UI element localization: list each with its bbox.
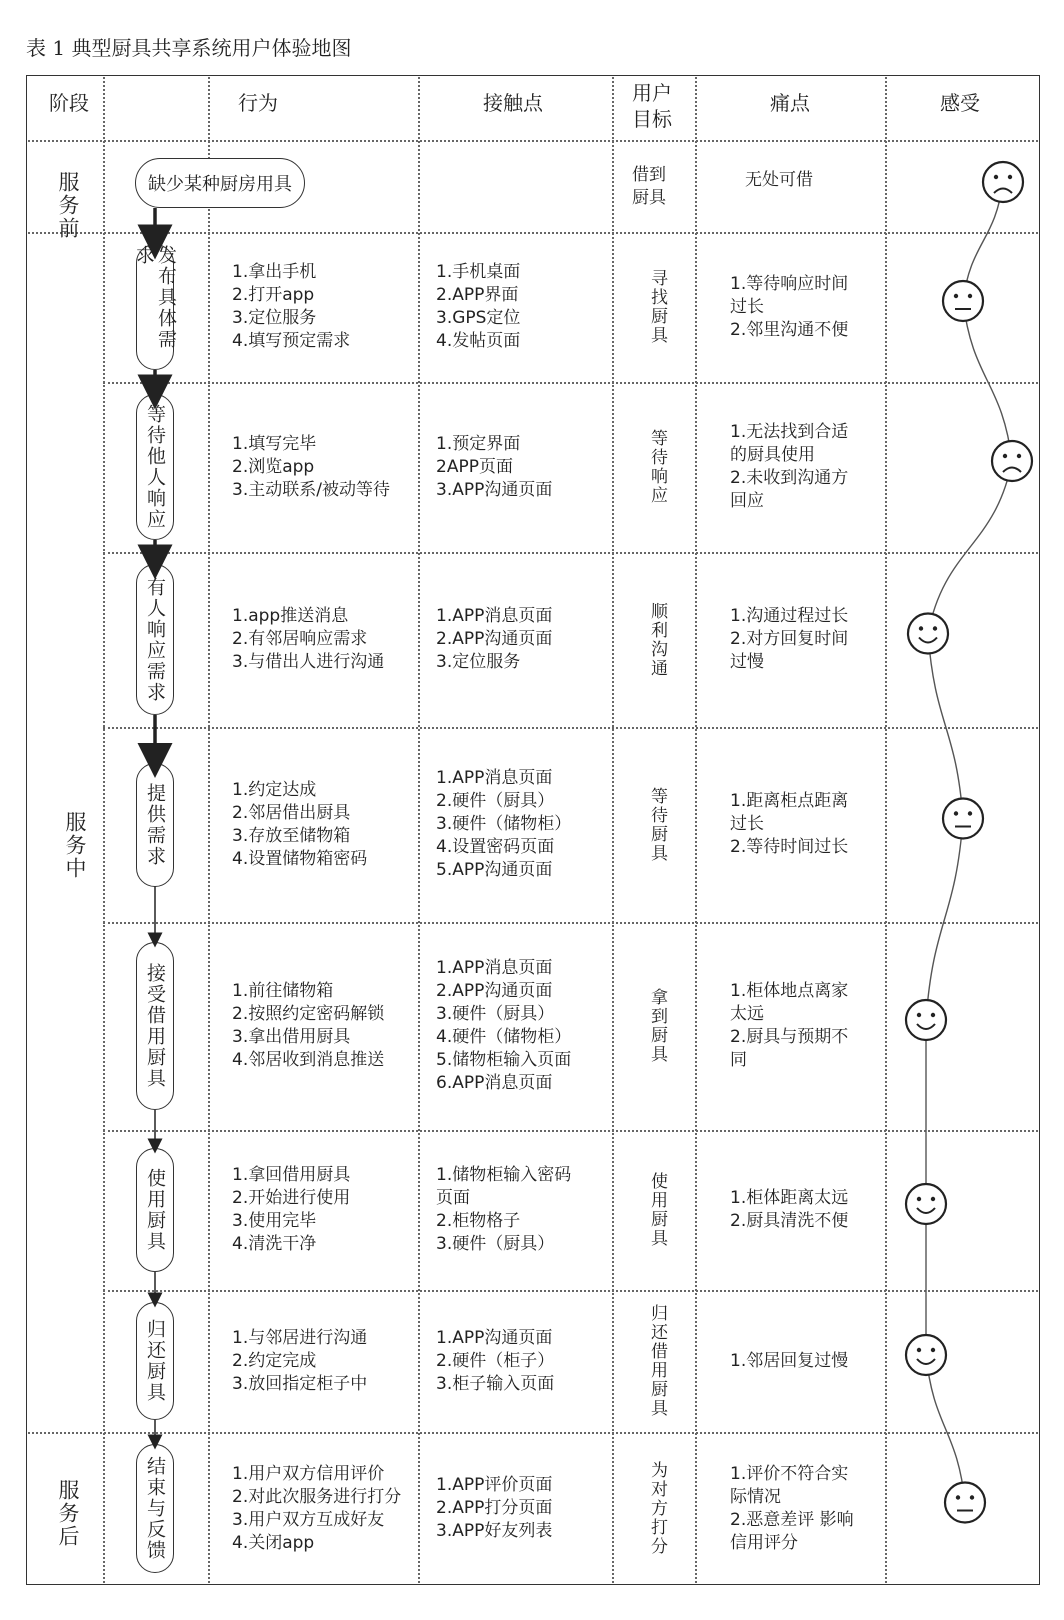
behavior-item: 1.约定达成 — [232, 779, 317, 800]
face-eye-right — [1017, 454, 1021, 458]
face-eye-left — [954, 294, 958, 298]
behavior-item: 2.浏览app — [232, 456, 315, 477]
table-caption: 表 1 典型厨具共享系统用户体验地图 — [26, 36, 352, 60]
touchpoint-item: 6.APP消息页面 — [436, 1073, 553, 1093]
happy-face-icon — [906, 1000, 946, 1040]
pain-item: 2.等待时间过长 — [730, 837, 849, 857]
happy-face-icon — [906, 1335, 946, 1375]
touchpoint-item: 3.硬件（厨具） — [436, 1004, 555, 1024]
pain-item: 2.未收到沟通方 — [730, 468, 849, 488]
header-behavior: 行为 — [238, 91, 278, 115]
pain-item: 过长 — [730, 814, 764, 834]
face-eye-right — [931, 1013, 935, 1017]
touchpoint-item: 2.硬件（厨具） — [436, 791, 555, 811]
face-outline — [906, 1000, 946, 1040]
goal-cell: 归还借用厨具 — [647, 1304, 667, 1418]
behavior-item: 1.填写完毕 — [232, 433, 317, 454]
behavior-item: 1.用户双方信用评价 — [232, 1463, 385, 1484]
touchpoint-item: 1.预定界面 — [436, 433, 521, 454]
pain-item: 2.邻里沟通不便 — [730, 319, 849, 340]
flow-step-label: 结束与反馈 — [144, 1456, 166, 1561]
face-outline — [906, 1184, 946, 1224]
face-eye-left — [919, 626, 923, 630]
face-outline — [983, 162, 1023, 202]
behavior-item: 1.拿出手机 — [232, 262, 317, 282]
behavior-item: 1.与邻居进行沟通 — [232, 1327, 368, 1348]
face-eye-left — [954, 811, 958, 815]
face-eye-left — [917, 1013, 921, 1017]
pain-item: 过长 — [730, 296, 764, 317]
pain-item: 无处可借 — [745, 169, 813, 190]
face-eye-left — [1003, 454, 1007, 458]
header-pain: 痛点 — [770, 91, 810, 115]
pain-item: 的厨具使用 — [730, 445, 815, 465]
neutral-face-icon — [945, 1483, 985, 1523]
behavior-item: 3.放回指定柜子中 — [232, 1373, 368, 1394]
behavior-item: 2.有邻居响应需求 — [232, 629, 368, 649]
face-outline — [943, 799, 983, 839]
touchpoint-item: 3.GPS定位 — [436, 308, 521, 328]
touchpoint-item: 页面 — [436, 1188, 470, 1208]
face-outline — [906, 1335, 946, 1375]
happy-face-icon — [908, 614, 948, 654]
behavior-item: 3.拿出借用厨具 — [232, 1027, 351, 1047]
touchpoint-item: 4.发帖页面 — [436, 331, 521, 351]
sad-face-icon — [992, 441, 1032, 481]
touchpoint-item: 3.定位服务 — [436, 652, 521, 672]
pain-item: 1.柜体距离太远 — [730, 1188, 849, 1208]
pain-item: 2.恶意差评 影响 — [730, 1509, 854, 1530]
emotion-curve — [926, 182, 1012, 1503]
behavior-item: 3.使用完毕 — [232, 1211, 317, 1231]
touchpoint-item: 1.储物柜输入密码 — [436, 1165, 572, 1185]
pain-item: 太远 — [730, 1004, 764, 1024]
neutral-face-icon — [943, 281, 983, 321]
sad-face-icon — [983, 162, 1023, 202]
face-eye-left — [917, 1197, 921, 1201]
goal-cell: 拿到厨具 — [647, 988, 667, 1064]
touchpoint-item: 3.APP沟通页面 — [436, 479, 553, 500]
header-touchpoint: 接触点 — [483, 91, 543, 115]
face-eye-right — [970, 1495, 974, 1499]
header-feeling: 感受 — [940, 91, 980, 115]
pain-item: 同 — [730, 1050, 747, 1070]
goal-cell: 寻找厨具 — [647, 269, 667, 345]
pain-item: 回应 — [730, 491, 764, 511]
behavior-item: 4.设置储物箱密码 — [232, 848, 368, 869]
goal-cell: 顺利沟通 — [647, 601, 667, 678]
touchpoint-item: 3.柜子输入页面 — [436, 1373, 555, 1394]
stage-after: 服务后 — [56, 1478, 80, 1548]
pain-item: 过慢 — [730, 652, 764, 672]
stage-before: 服务前 — [56, 170, 80, 240]
behavior-item: 4.填写预定需求 — [232, 331, 351, 351]
touchpoint-item: 1.APP消息页面 — [436, 768, 553, 788]
face-eye-right — [968, 294, 972, 298]
pain-item: 1.柜体地点离家 — [730, 981, 849, 1001]
touchpoint-item: 2.APP界面 — [436, 285, 519, 305]
flow-step-label: 提供需求 — [144, 782, 166, 867]
pain-item: 1.距离柜点距离 — [730, 791, 849, 811]
behavior-item: 1.拿回借用厨具 — [232, 1165, 351, 1185]
behavior-item: 3.主动联系/被动等待 — [232, 479, 390, 500]
behavior-item: 4.关闭app — [232, 1532, 315, 1553]
pain-item: 2.厨具清洗不便 — [730, 1211, 849, 1231]
face-eye-left — [917, 1348, 921, 1352]
touchpoint-item: 3.硬件（储物柜） — [436, 814, 572, 834]
flow-step-label: 有人响应需求 — [144, 576, 166, 703]
touchpoint-item: 2.APP打分页面 — [436, 1498, 553, 1518]
goal-cell: 使用厨具 — [647, 1172, 667, 1248]
face-outline — [945, 1483, 985, 1523]
behavior-item: 2.邻居借出厨具 — [232, 802, 351, 823]
touchpoint-item: 1.APP沟通页面 — [436, 1327, 553, 1348]
goal-cell: 等待响应 — [647, 429, 667, 505]
touchpoint-item: 1.APP消息页面 — [436, 606, 553, 626]
goal-cell: 借到 厨具 — [632, 165, 666, 208]
behavior-item: 3.用户双方互成好友 — [232, 1509, 385, 1530]
face-outline — [992, 441, 1032, 481]
behavior-item: 1.app推送消息 — [232, 606, 349, 626]
face-eye-right — [933, 626, 937, 630]
touchpoint-item: 1.手机桌面 — [436, 262, 521, 282]
neutral-face-icon — [943, 799, 983, 839]
behavior-item: 3.存放至储物箱 — [232, 825, 351, 846]
pain-item: 1.等待响应时间 — [730, 273, 849, 294]
pain-item: 际情况 — [730, 1486, 781, 1507]
touchpoint-item: 3.硬件（厨具） — [436, 1234, 555, 1254]
behavior-item: 3.定位服务 — [232, 308, 317, 328]
touchpoint-item: 4.硬件（储物柜） — [436, 1027, 572, 1047]
behavior-item: 2.对此次服务进行打分 — [232, 1486, 402, 1507]
pain-item: 2.厨具与预期不 — [730, 1027, 849, 1047]
face-eye-left — [994, 175, 998, 179]
flow-step-label: 缺少某种厨房用具 — [148, 174, 292, 195]
face-eye-left — [956, 1495, 960, 1499]
touchpoint-item: 3.APP好友列表 — [436, 1521, 553, 1541]
behavior-item: 4.邻居收到消息推送 — [232, 1050, 385, 1070]
touchpoint-item: 2.APP沟通页面 — [436, 981, 553, 1001]
happy-face-icon — [906, 1184, 946, 1224]
goal-cell: 等待厨具 — [647, 786, 667, 863]
behavior-item: 4.清洗干净 — [232, 1234, 317, 1254]
touchpoint-item: 5.APP沟通页面 — [436, 860, 553, 880]
touchpoint-item: 2.硬件（柜子） — [436, 1350, 555, 1371]
flow-step-label: 使用厨具 — [144, 1168, 166, 1252]
face-eye-right — [931, 1197, 935, 1201]
touchpoint-item: 2.柜物格子 — [436, 1211, 521, 1231]
face-outline — [908, 614, 948, 654]
stage-during: 服务中 — [63, 810, 87, 880]
face-eye-right — [968, 811, 972, 815]
touchpoint-item: 1.APP消息页面 — [436, 958, 553, 978]
pain-item: 1.无法找到合适 — [730, 422, 849, 442]
behavior-item: 2.约定完成 — [232, 1350, 317, 1371]
touchpoint-item: 5.储物柜输入页面 — [436, 1050, 572, 1070]
touchpoint-item: 4.设置密码页面 — [436, 837, 555, 857]
header-goal: 用户 目标 — [632, 81, 672, 131]
flow-step-label: 发布具体需求 — [133, 245, 177, 350]
pain-item: 2.对方回复时间 — [730, 629, 849, 649]
behavior-item: 3.与借出人进行沟通 — [232, 652, 385, 672]
pain-item: 1.评价不符合实 — [730, 1463, 849, 1484]
face-eye-right — [1008, 175, 1012, 179]
flow-step-label: 等待他人响应 — [144, 404, 166, 530]
touchpoint-item: 1.APP评价页面 — [436, 1475, 553, 1495]
touchpoint-item: 2.APP沟通页面 — [436, 629, 553, 649]
face-outline — [943, 281, 983, 321]
behavior-item: 1.前往储物箱 — [232, 981, 334, 1001]
behavior-item: 2.打开app — [232, 285, 315, 305]
behavior-item: 2.开始进行使用 — [232, 1188, 351, 1208]
flow-step-label: 归还厨具 — [144, 1319, 166, 1403]
goal-cell: 为对方打分 — [647, 1461, 667, 1556]
face-eye-right — [931, 1348, 935, 1352]
touchpoint-item: 2APP页面 — [436, 456, 513, 477]
pain-item: 1.沟通过程过长 — [730, 606, 849, 626]
behavior-item: 2.按照约定密码解锁 — [232, 1004, 385, 1024]
flow-step-label: 接受借用厨具 — [144, 963, 166, 1089]
pain-item: 1.邻居回复过慢 — [730, 1350, 849, 1371]
header-stage: 阶段 — [49, 91, 89, 115]
pain-item: 信用评分 — [730, 1532, 798, 1553]
